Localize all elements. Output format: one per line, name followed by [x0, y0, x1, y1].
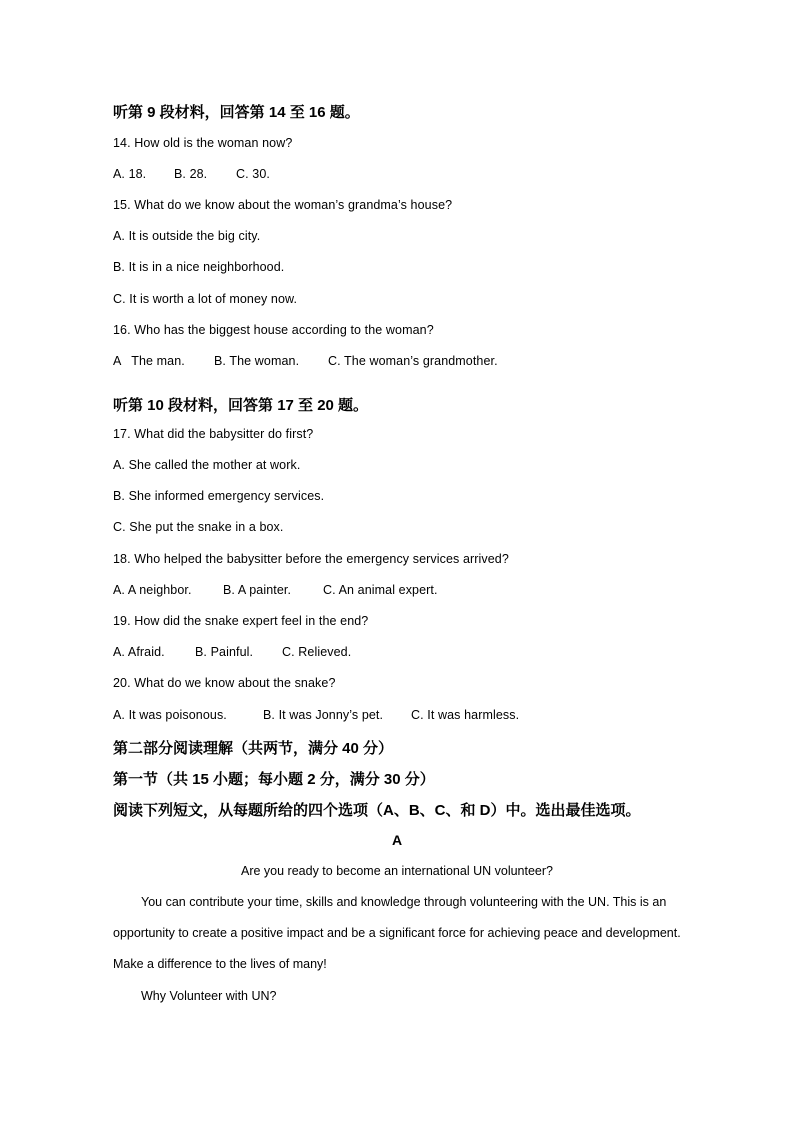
question-16-options [113, 354, 498, 368]
section-1-heading: 第一节（共 15 小题；每小题 2 分，满分 30 分） [113, 771, 435, 788]
question-20: 20. What do we know about the snake? [113, 676, 336, 690]
question-19: 19. How did the snake expert feel in the end? [113, 614, 369, 628]
option-b: B. A painter. [223, 583, 292, 597]
passage-paragraph-2: Why Volunteer with UN? [141, 989, 277, 1003]
option-b: B. 28. [174, 167, 208, 181]
question-18-options [113, 583, 438, 597]
question-17: 17. What did the babysitter do first? [113, 427, 314, 441]
option-a: A. A neighbor. [113, 583, 192, 597]
question-17-option-c: C. She put the snake in a box. [113, 520, 284, 534]
passage-paragraph-1-line-1: You can contribute your time, skills and knowledge through volunteering with the UN. This is an [141, 895, 667, 909]
option-c: C. An animal expert. [323, 583, 438, 597]
passage-letter: A [391, 832, 403, 848]
option-b: B. It was Jonny’s pet. [263, 708, 384, 722]
option-a: A. 18. [113, 167, 147, 181]
section-10-heading: 听第 10 段材料，回答第 17 至 20 题。 [113, 397, 369, 414]
option-a: A. It was poisonous. [113, 708, 227, 722]
part-2-heading: 第二部分阅读理解（共两节，满分 40 分） [113, 740, 394, 757]
option-a: A. Afraid. [113, 645, 165, 659]
option-c: C. The woman’s grandmother. [328, 354, 498, 368]
question-18: 18. Who helped the babysitter before the emergency services arrived? [113, 552, 509, 566]
question-14: 14. How old is the woman now? [113, 136, 293, 150]
option-b: B. Painful. [195, 645, 254, 659]
question-15: 15. What do we know about the woman’s grandma’s house? [113, 198, 453, 212]
instruction: 阅读下列短文，从每题所给的四个选项（A、B、C、和 D）中。选出最佳选项。 [113, 802, 641, 819]
passage-title: Are you ready to become an international UN volunteer? [241, 864, 553, 878]
question-14-options [113, 167, 270, 181]
question-17-option-a: A. She called the mother at work. [113, 458, 301, 472]
question-16: 16. Who has the biggest house according to the woman? [113, 323, 434, 337]
option-c: C. 30. [236, 167, 270, 181]
question-15-option-b: B. It is in a nice neighborhood. [113, 260, 285, 274]
question-19-options [113, 645, 351, 659]
passage-paragraph-1-line-3: Make a difference to the lives of many! [113, 957, 327, 971]
question-15-option-a: A. It is outside the big city. [113, 229, 261, 243]
question-20-options [113, 708, 519, 722]
passage-paragraph-1-line-2: opportunity to create a positive impact and be a significant force for achieving peace and development. [113, 926, 681, 940]
option-c: C. It was harmless. [411, 708, 520, 722]
option-c: C. Relieved. [282, 645, 352, 659]
option-b: B. The woman. [214, 354, 300, 368]
section-9-heading: 听第 9 段材料，回答第 14 至 16 题。 [113, 104, 360, 121]
question-15-option-c: C. It is worth a lot of money now. [113, 292, 298, 306]
question-17-option-b: B. She informed emergency services. [113, 489, 325, 503]
option-a: A The man. [113, 354, 185, 368]
